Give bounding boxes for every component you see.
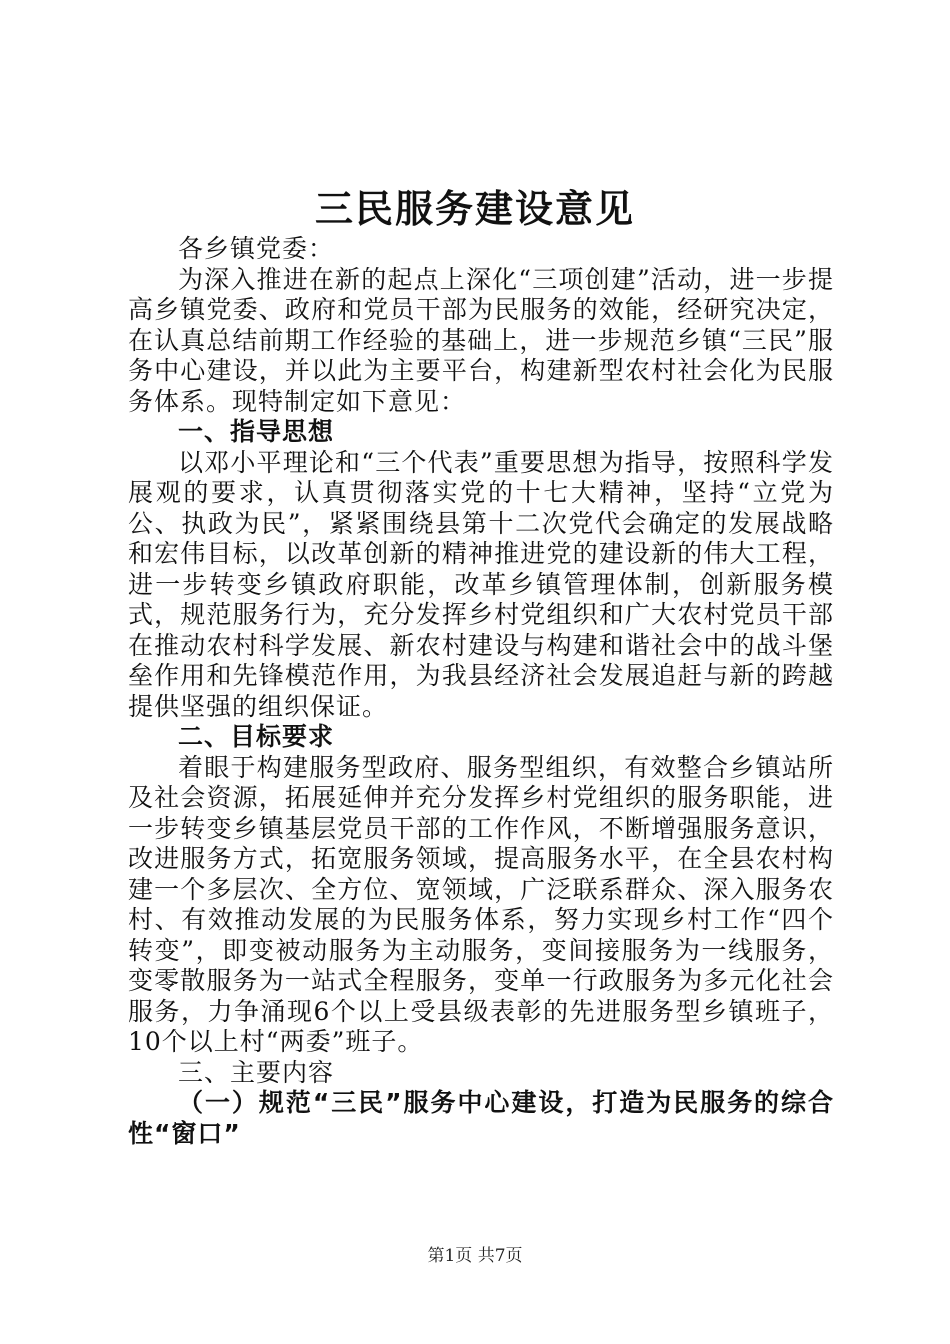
document-title: 三民服务建设意见 — [314, 186, 635, 231]
section-3-subheading-1: （一）规范“三民”服务中心建设，打造为民服务的综合性“窗口” — [128, 1088, 834, 1148]
section-2-heading: 二、目标要求 — [178, 722, 335, 751]
salutation: 各乡镇党委： — [178, 234, 335, 263]
section-1-heading: 一、指导思想 — [178, 417, 335, 446]
page-footer: 第1页 共7页 — [427, 1246, 523, 1266]
section-1-paragraph: 以邓小平理论和“三个代表”重要思想为指导，按照科学发展观的要求，认真贯彻落实党的十七大精神，坚持“立党为公、执政为民”，紧紧围绕县第十二次党代会确定的发展战略和宏伟目标，以改革创新的精神推进党的建设新的伟大工程，进一步转变乡镇政府职能，改革乡镇管理体制，创新服务模式，规范服务行为，充分发挥乡村党组织和广大农村党员干部在推动农村科学发展、新农村建设与构建和谐社会中的战斗堡垒作用和先锋模范作用，为我县经济社会发展追赶与新的跨越提供坚强的组织保证。 — [128, 447, 834, 721]
section-3-heading: 三、主要内容 — [178, 1057, 335, 1087]
document-body — [128, 234, 834, 1149]
section-2-paragraph: 着眼于构建服务型政府、服务型组织，有效整合乡镇站所及社会资源，拓展延伸并充分发挥乡村党组织的服务职能，进一步转变乡镇基层党员干部的工作作风，不断增强服务意识，改进服务方式，拓宽服务领域，提高服务水平，在全县农村构建一个多层次、全方位、宽领域，广泛联系群众、深入服务农村、有效推动发展的为民服务体系，努力实现乡村工作“四个转变”，即变被动服务为主动服务，变间接服务为一线服务，变零散服务为一站式全程服务，变单一行政服务为多元化社会服务，力争涌现6个以上受县级表彰的先进服务型乡镇班子，10个以上村“两委”班子。 — [128, 752, 834, 1056]
intro-paragraph: 为深入推进在新的起点上深化“三项创建”活动，进一步提高乡镇党委、政府和党员干部为民服务的效能，经研究决定，在认真总结前期工作经验的基础上，进一步规范乡镇“三民”服务中心建设，并以此为主要平台，构建新型农村社会化为民服务体系。现特制定如下意见： — [128, 264, 834, 416]
